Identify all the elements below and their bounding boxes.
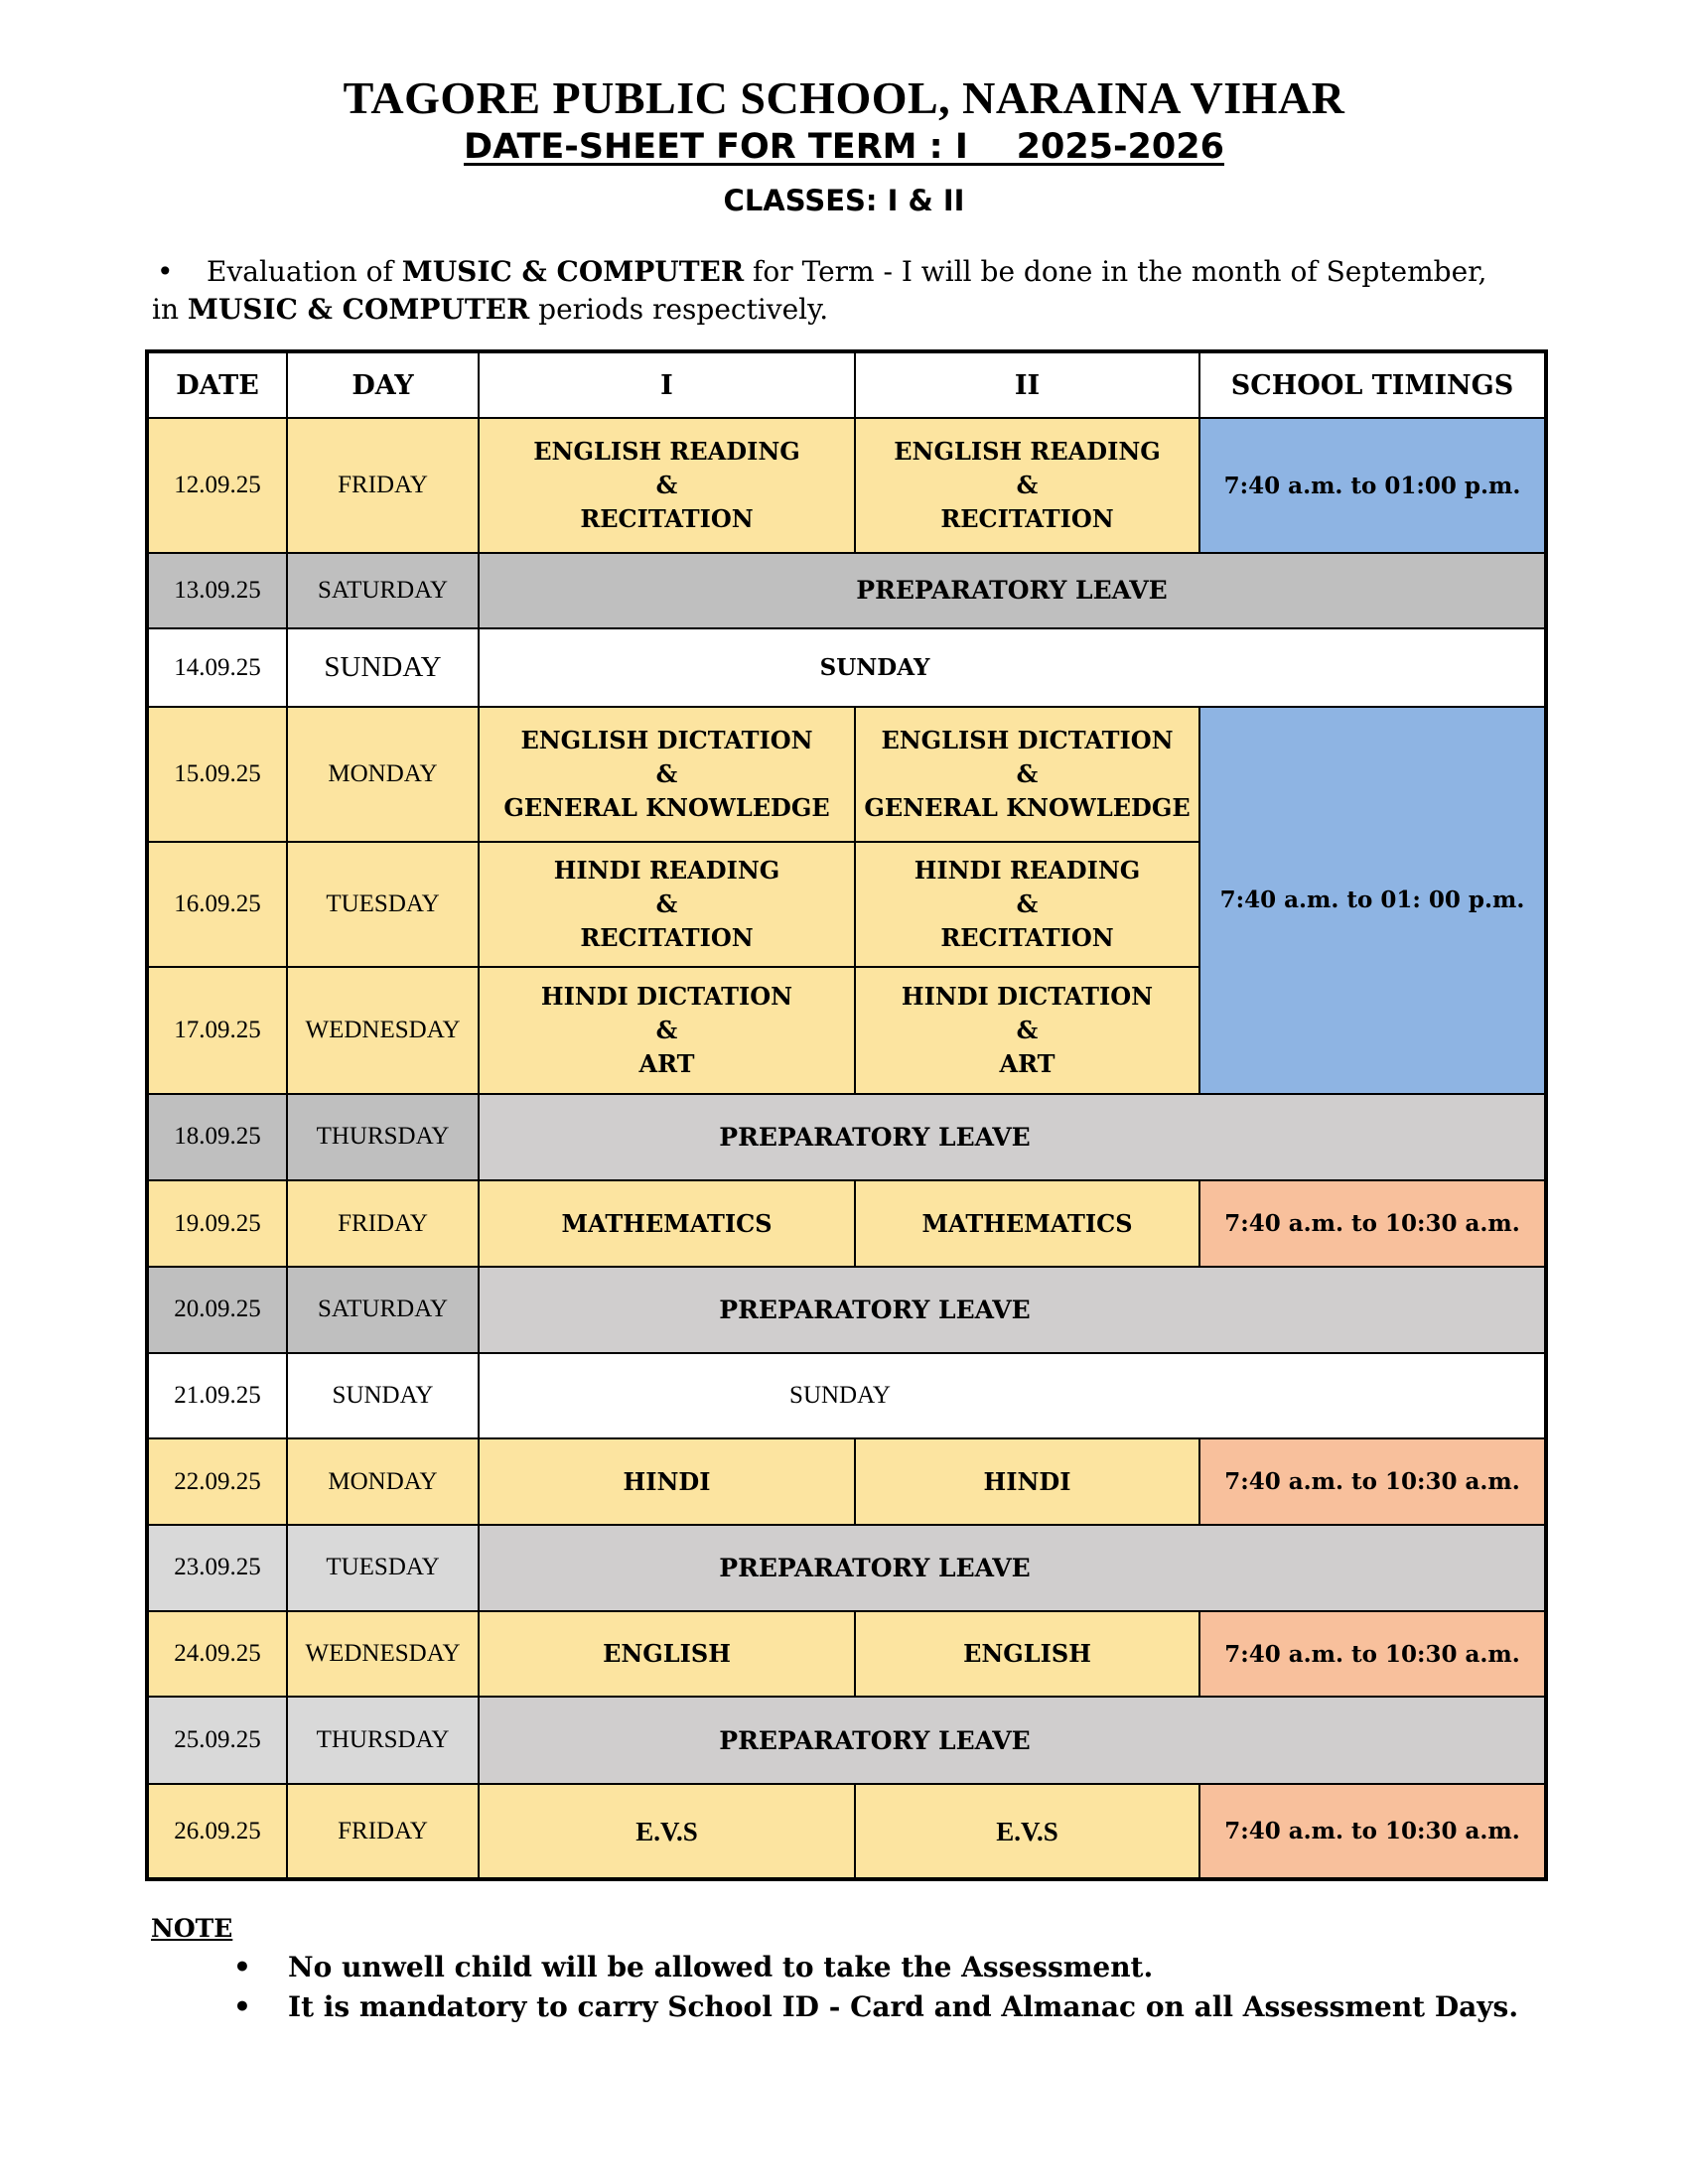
date-cell: 20.09.25 bbox=[147, 1267, 287, 1353]
day-cell: TUESDAY bbox=[287, 1525, 479, 1611]
class-2-subject: MATHEMATICS bbox=[855, 1180, 1199, 1267]
date-sheet-table bbox=[145, 349, 1548, 1881]
subject-line: RECITATION bbox=[580, 923, 754, 953]
class-2-subject: HINDI bbox=[855, 1438, 1199, 1525]
date-cell: 12.09.25 bbox=[147, 418, 287, 553]
date-cell: 25.09.25 bbox=[147, 1697, 287, 1784]
subject-line: ENGLISH DICTATION bbox=[520, 726, 813, 755]
class-2-subject: E.V.S bbox=[855, 1784, 1199, 1879]
table-row bbox=[147, 1267, 1546, 1353]
header-row bbox=[147, 351, 1546, 418]
note-heading: NOTE bbox=[151, 1914, 233, 1943]
day-cell: FRIDAY bbox=[287, 1180, 479, 1267]
subject-line: HINDI DICTATION bbox=[540, 982, 793, 1011]
preparatory-leave-cell: PREPARATORY LEAVE bbox=[479, 1525, 1546, 1611]
class-2-subject bbox=[855, 967, 1199, 1093]
subject-line: HINDI DICTATION bbox=[901, 982, 1154, 1011]
class-1-subject bbox=[479, 967, 855, 1093]
subject-line: ART bbox=[638, 1049, 695, 1078]
sunday-cell: SUNDAY bbox=[479, 628, 1546, 708]
class-1-subject: HINDI bbox=[479, 1438, 855, 1525]
timing-cell: 7:40 a.m. to 01:00 p.m. bbox=[1199, 418, 1546, 553]
note-list bbox=[233, 1948, 1518, 2027]
subject-line: HINDI READING bbox=[553, 856, 780, 886]
table-row bbox=[147, 707, 1546, 842]
header-date: DATE bbox=[147, 351, 287, 418]
day-cell: THURSDAY bbox=[287, 1697, 479, 1784]
note-item: • No unwell child will be allowed to take the Assessment. bbox=[233, 1948, 1518, 1987]
table-row bbox=[147, 418, 1546, 553]
date-cell: 17.09.25 bbox=[147, 967, 287, 1093]
subject-line: ENGLISH READING bbox=[533, 437, 800, 467]
day-cell: SUNDAY bbox=[287, 628, 479, 708]
day-cell: FRIDAY bbox=[287, 1784, 479, 1879]
table-row bbox=[147, 1094, 1546, 1181]
table-row bbox=[147, 1784, 1546, 1879]
amp: & bbox=[655, 759, 678, 789]
table-row bbox=[147, 1180, 1546, 1267]
subject-line: RECITATION bbox=[940, 504, 1114, 534]
class-1-subject bbox=[479, 842, 855, 967]
subject-line: ART bbox=[999, 1049, 1055, 1078]
timing-cell: 7:40 a.m. to 10:30 a.m. bbox=[1199, 1611, 1546, 1698]
date-cell: 21.09.25 bbox=[147, 1353, 287, 1439]
day-cell: FRIDAY bbox=[287, 418, 479, 553]
subject-line: RECITATION bbox=[580, 504, 754, 534]
class-1-subject: ENGLISH bbox=[479, 1611, 855, 1698]
date-cell: 22.09.25 bbox=[147, 1438, 287, 1525]
class-2-subject bbox=[855, 418, 1199, 553]
day-cell: SATURDAY bbox=[287, 553, 479, 628]
date-cell: 18.09.25 bbox=[147, 1094, 287, 1181]
table-row bbox=[147, 553, 1546, 628]
intro-text-1: Evaluation of bbox=[207, 255, 402, 288]
header-day: DAY bbox=[287, 351, 479, 418]
date-cell: 16.09.25 bbox=[147, 842, 287, 967]
class-1-subject bbox=[479, 418, 855, 553]
classes-title: CLASSES: I & II bbox=[723, 184, 965, 217]
school-name: TAGORE PUBLIC SCHOOL, NARAINA VIHAR bbox=[343, 72, 1345, 123]
date-cell: 13.09.25 bbox=[147, 553, 287, 628]
subject-line: ENGLISH READING bbox=[894, 437, 1161, 467]
note-item: • It is mandatory to carry School ID - Card and Almanac on all Assessment Days. bbox=[233, 1987, 1518, 2027]
intro-bold-1: MUSIC & COMPUTER bbox=[401, 255, 745, 288]
sunday-cell: SUNDAY bbox=[479, 1353, 1546, 1439]
date-cell: 26.09.25 bbox=[147, 1784, 287, 1879]
bullet-icon: • bbox=[157, 255, 174, 288]
subject-line: HINDI READING bbox=[914, 856, 1141, 886]
table-row bbox=[147, 1438, 1546, 1525]
amp: & bbox=[1016, 759, 1039, 789]
amp: & bbox=[655, 889, 678, 919]
date-cell: 19.09.25 bbox=[147, 1180, 287, 1267]
day-cell: MONDAY bbox=[287, 707, 479, 842]
preparatory-leave-cell: PREPARATORY LEAVE bbox=[479, 553, 1546, 628]
amp: & bbox=[655, 471, 678, 500]
day-cell: WEDNESDAY bbox=[287, 967, 479, 1093]
table-row bbox=[147, 628, 1546, 708]
subject-line: GENERAL KNOWLEDGE bbox=[503, 793, 830, 823]
day-cell: TUESDAY bbox=[287, 842, 479, 967]
date-cell: 15.09.25 bbox=[147, 707, 287, 842]
timing-cell: 7:40 a.m. to 10:30 a.m. bbox=[1199, 1438, 1546, 1525]
preparatory-leave-cell: PREPARATORY LEAVE bbox=[479, 1094, 1546, 1181]
intro-note bbox=[152, 253, 1522, 329]
header-class-1: I bbox=[479, 351, 855, 418]
subject-line: ENGLISH DICTATION bbox=[881, 726, 1174, 755]
table-row bbox=[147, 1611, 1546, 1698]
class-1-subject: E.V.S bbox=[479, 1784, 855, 1879]
date-cell: 23.09.25 bbox=[147, 1525, 287, 1611]
timing-cell: 7:40 a.m. to 10:30 a.m. bbox=[1199, 1784, 1546, 1879]
preparatory-leave-cell: PREPARATORY LEAVE bbox=[479, 1267, 1546, 1353]
timing-cell: 7:40 a.m. to 01: 00 p.m. bbox=[1199, 707, 1546, 1093]
date-cell: 24.09.25 bbox=[147, 1611, 287, 1698]
header-class-2: II bbox=[855, 351, 1199, 418]
day-cell: THURSDAY bbox=[287, 1094, 479, 1181]
amp: & bbox=[1016, 889, 1039, 919]
preparatory-leave-cell: PREPARATORY LEAVE bbox=[479, 1697, 1546, 1784]
header-timings: SCHOOL TIMINGS bbox=[1199, 351, 1546, 418]
amp: & bbox=[1016, 1016, 1039, 1044]
intro-text-3: periods respectively. bbox=[529, 293, 829, 326]
class-1-subject bbox=[479, 707, 855, 842]
day-cell: SUNDAY bbox=[287, 1353, 479, 1439]
subject-line: GENERAL KNOWLEDGE bbox=[864, 793, 1191, 823]
day-cell: WEDNESDAY bbox=[287, 1611, 479, 1698]
amp: & bbox=[1016, 471, 1039, 500]
intro-bold-2: MUSIC & COMPUTER bbox=[187, 293, 530, 326]
table-row bbox=[147, 1525, 1546, 1611]
day-cell: SATURDAY bbox=[287, 1267, 479, 1353]
class-2-subject bbox=[855, 842, 1199, 967]
class-2-subject bbox=[855, 707, 1199, 842]
subject-line: RECITATION bbox=[940, 923, 1114, 953]
day-cell: MONDAY bbox=[287, 1438, 479, 1525]
intro-text-2: for Term - I will be done in the month of September, in bbox=[152, 255, 1487, 326]
date-sheet-title: DATE-SHEET FOR TERM : I 2025-2026 bbox=[464, 127, 1224, 167]
amp: & bbox=[655, 1016, 678, 1044]
table-row bbox=[147, 1697, 1546, 1784]
class-1-subject: MATHEMATICS bbox=[479, 1180, 855, 1267]
date-cell: 14.09.25 bbox=[147, 628, 287, 708]
table-row bbox=[147, 1353, 1546, 1439]
class-2-subject: ENGLISH bbox=[855, 1611, 1199, 1698]
timing-cell: 7:40 a.m. to 10:30 a.m. bbox=[1199, 1180, 1546, 1267]
